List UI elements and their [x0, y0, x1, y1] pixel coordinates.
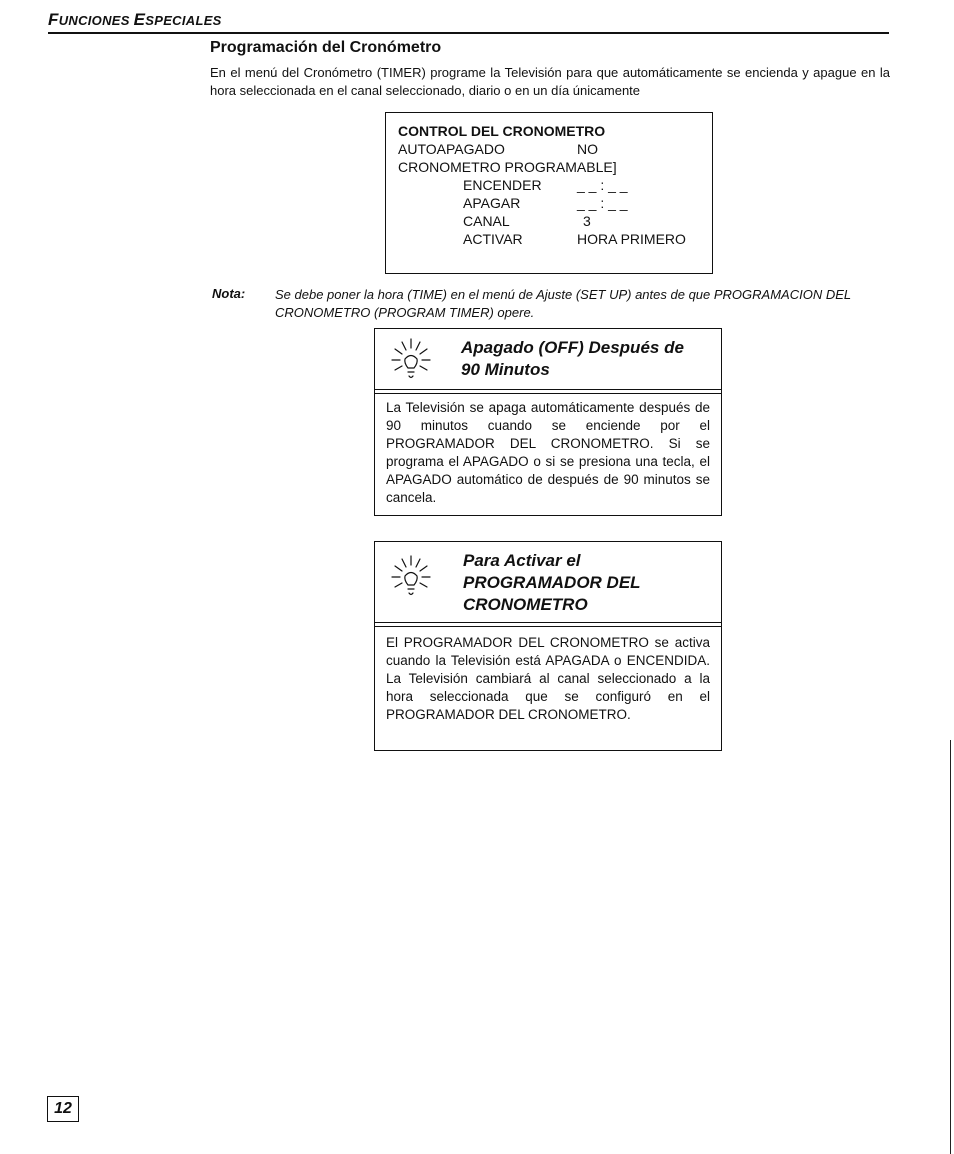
tip-title-line: CRONOMETRO [463, 595, 588, 614]
page-edge-line [950, 740, 951, 1154]
tip-box-auto-off [374, 328, 722, 516]
menu-autoapagado-label: AUTOAPAGADO [398, 141, 505, 157]
section-title-part: SPECIALES [145, 13, 222, 28]
section-title-part: E [133, 10, 146, 29]
section-title-part: F [48, 10, 59, 29]
tip-title-line: PROGRAMADOR DEL [463, 573, 641, 592]
tip-title-line: 90 Minutos [461, 360, 550, 379]
tip-body: La Televisión se apaga automáticamente después de 90 minutos cuando se enciende por el PROGRAMADOR DEL CRONOMETRO. Si se programa el APAGADO o si se presiona una tecla, el APAGADO automático de después de 90 minutos se cancela. [386, 400, 710, 505]
menu-row-label: ENCENDER [463, 177, 542, 193]
tip-header [375, 329, 721, 390]
page-subtitle: Programación del Cronómetro [210, 39, 442, 56]
menu-bracket: ] [612, 159, 617, 175]
tip-header [375, 542, 721, 623]
tip-title-line: Apagado (OFF) Después de [461, 338, 684, 357]
lightbulb-icon [387, 552, 435, 608]
lightbulb-icon [387, 335, 435, 387]
menu-row-value: _ _ : _ _ [577, 195, 628, 211]
menu-row-value: 3 [583, 213, 591, 229]
note-text: Se debe poner la hora (TIME) en el menú de Ajuste (SET UP) antes de que PROGRAMACION DEL CRONOMETRO (PROGRAM TIMER) opere. [275, 287, 851, 320]
menu-program-label [398, 159, 617, 175]
tip-divider [375, 626, 721, 627]
menu-row-label: ACTIVAR [463, 231, 523, 247]
tip-title-line: Para Activar el [463, 551, 581, 570]
menu-row-label: CANAL [463, 213, 510, 229]
menu-program-text: CRONOMETRO PROGRAMABLE [398, 159, 613, 175]
section-title-part: UNCIONES [58, 13, 134, 28]
menu-title: CONTROL DEL CRONOMETRO [398, 123, 606, 139]
header-rule [48, 32, 889, 34]
section-title [48, 10, 222, 30]
menu-row-label: APAGAR [463, 195, 521, 211]
tip-body: El PROGRAMADOR DEL CRONOMETRO se activa cuando la Televisión está APAGADA o ENCENDIDA. La Televisión cambiará al canal seleccionado a la hora seleccionada que se configuró en el PROGRAMADOR DEL CRONOMETRO. [386, 635, 710, 722]
tip-box-activate-timer [374, 541, 722, 751]
menu-row-value: _ _ : _ _ [577, 177, 628, 193]
note-label: Nota: [212, 286, 246, 301]
timer-menu-screen [385, 112, 713, 274]
menu-row-value: HORA PRIMERO [577, 231, 686, 247]
tip-divider [375, 393, 721, 394]
intro-paragraph: En el menú del Cronómetro (TIMER) programe la Televisión para que automáticamente se encienda y apague en la hora seleccionada en el canal seleccionado, diario o en un día únicamente [210, 65, 890, 98]
menu-autoapagado-value: NO [577, 141, 598, 157]
page-number: 12 [47, 1096, 79, 1122]
